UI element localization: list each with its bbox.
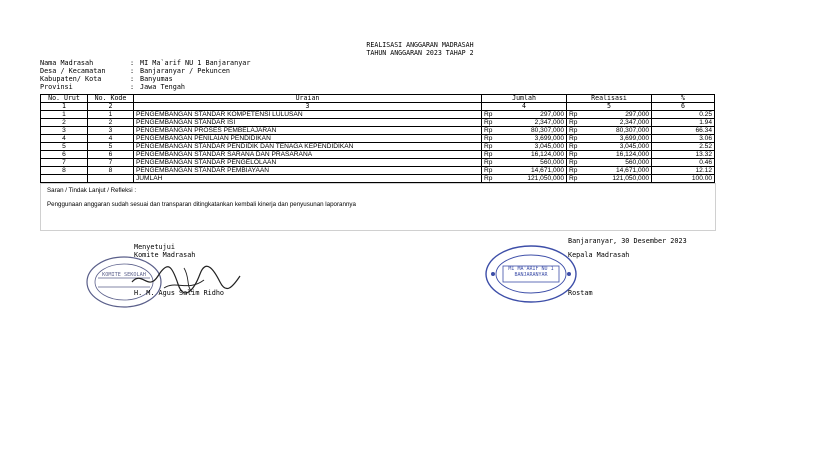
cell-persen: 0.25 — [652, 111, 715, 119]
cell-persen: 0.46 — [652, 159, 715, 167]
total-realisasi: 121,050,000 — [581, 175, 652, 183]
table-row — [41, 167, 715, 175]
info-value: Banyumas — [140, 75, 173, 83]
cell-no: 2 — [41, 119, 88, 127]
report-subtitle: TAHUN ANGGARAN 2023 TAHAP 2 — [366, 49, 474, 57]
col-number: 6 — [652, 103, 715, 111]
column-number-row — [41, 103, 715, 111]
cell-currency: Rp — [567, 111, 581, 119]
info-row-kabupaten: Kabupaten/ Kota : Banyumas — [40, 75, 173, 83]
total-jumlah: 121,050,000 — [496, 175, 567, 183]
table-row — [41, 127, 715, 135]
total-label: JUMLAH — [134, 175, 482, 183]
info-label: Kabupaten/ Kota — [40, 75, 102, 83]
info-row-desa: Desa / Kecamatan : Banjaranyar / Pekuncen — [40, 67, 231, 75]
table-row — [41, 135, 715, 143]
cell-uraian: PENGEMBANGAN STANDAR PENDIDIK DAN TENAGA KEPENDIDIKAN — [134, 143, 482, 151]
info-label: Desa / Kecamatan — [40, 67, 106, 75]
col-number: 3 — [134, 103, 482, 111]
table-row — [41, 119, 715, 127]
cell-realisasi: 80,307,000 — [581, 127, 652, 135]
stamp-line: BANJARANYAR — [514, 272, 548, 278]
header-uraian: Uraian — [134, 95, 482, 103]
cell-no: 6 — [41, 151, 88, 159]
cell-jumlah: 297,000 — [496, 111, 567, 119]
cell-no: 7 — [41, 159, 88, 167]
cell-jumlah: 14,671,000 — [496, 167, 567, 175]
cell-currency: Rp — [567, 143, 581, 151]
cell-kode: 4 — [88, 135, 134, 143]
cell-kode: 1 — [88, 111, 134, 119]
committee-stamp-text: KOMITE SEKOLAH — [102, 272, 146, 278]
table-row — [41, 143, 715, 151]
cell-jumlah: 80,307,000 — [496, 127, 567, 135]
cell-kode: 3 — [88, 127, 134, 135]
cell-persen: 3.06 — [652, 135, 715, 143]
table-row — [41, 159, 715, 167]
info-label: Provinsi — [40, 83, 73, 91]
report-title: REALISASI ANGGARAN MADRASAH — [366, 41, 474, 49]
cell-no: 8 — [41, 167, 88, 175]
table-header-row — [41, 95, 715, 103]
cell-kode: 8 — [88, 167, 134, 175]
cell-currency: Rp — [482, 143, 496, 151]
cell-currency: Rp — [567, 175, 581, 183]
cell-uraian: PENGEMBANGAN PROSES PEMBELAJARAN — [134, 127, 482, 135]
school-info — [40, 59, 251, 91]
cell-no: 3 — [41, 127, 88, 135]
cell-currency: Rp — [482, 119, 496, 127]
cell-currency: Rp — [567, 151, 581, 159]
cell-uraian: PENGEMBANGAN PENILAIAN PENDIDIKAN — [134, 135, 482, 143]
cell-realisasi: 14,671,000 — [581, 167, 652, 175]
cell-currency: Rp — [482, 175, 496, 183]
cell-currency: Rp — [482, 127, 496, 135]
budget-table — [40, 94, 715, 183]
cell-realisasi: 3,045,000 — [581, 143, 652, 151]
cell-no: 4 — [41, 135, 88, 143]
col-number: 1 — [41, 103, 88, 111]
committee-approval-label: Menyetujui — [134, 243, 175, 251]
cell-currency: Rp — [567, 167, 581, 175]
header-jumlah: Jumlah — [482, 95, 567, 103]
cell-uraian: PENGEMBANGAN STANDAR PEMBIAYAAN — [134, 167, 482, 175]
cell-currency: Rp — [482, 151, 496, 159]
cell-jumlah: 2,347,000 — [496, 119, 567, 127]
info-value: Jawa Tengah — [140, 83, 186, 91]
notes-heading: Saran / Tindak Lanjut / Refleksi : — [47, 187, 137, 194]
header-realisasi: Realisasi — [567, 95, 652, 103]
cell-currency: Rp — [567, 119, 581, 127]
cell-currency: Rp — [567, 135, 581, 143]
cell-currency: Rp — [482, 111, 496, 119]
cell-uraian: PENGEMBANGAN STANDAR PENGELOLAAN — [134, 159, 482, 167]
col-number: 2 — [88, 103, 134, 111]
info-value: Banjaranyar / Pekuncen — [140, 67, 231, 75]
cell-jumlah: 16,124,000 — [496, 151, 567, 159]
madrasah-stamp-text — [483, 266, 579, 278]
cell-no: 1 — [41, 111, 88, 119]
notes-box — [40, 183, 716, 231]
cell-persen: 66.34 — [652, 127, 715, 135]
header-no-urut: No. Urut — [41, 95, 88, 103]
cell-kode: 6 — [88, 151, 134, 159]
cell-jumlah: 3,045,000 — [496, 143, 567, 151]
cell-realisasi: 2,347,000 — [581, 119, 652, 127]
stamp-line: MI MA'ARIF NU 1 — [508, 266, 554, 272]
cell-currency: Rp — [482, 159, 496, 167]
principal-name: Rostam — [568, 289, 593, 297]
cell-currency: Rp — [482, 167, 496, 175]
cell-persen: 1.94 — [652, 119, 715, 127]
cell-persen: 2.52 — [652, 143, 715, 151]
info-row-nama: Nama Madrasah : MI Ma`arif NU 1 Banjaranyar — [40, 59, 251, 67]
info-row-provinsi: Provinsi : Jawa Tengah — [40, 83, 186, 91]
cell-kode: 5 — [88, 143, 134, 151]
cell-currency: Rp — [567, 127, 581, 135]
cell-jumlah: 560,000 — [496, 159, 567, 167]
committee-signer-name: H. M. Agus Salim Ridho — [134, 289, 225, 297]
cell-persen: 13.32 — [652, 151, 715, 159]
info-value: MI Ma`arif NU 1 Banjaranyar — [140, 59, 251, 67]
cell-uraian: PENGEMBANGAN STANDAR SARANA DAN PRASARANA — [134, 151, 482, 159]
place-date: Banjaranyar, 30 Desember 2023 — [568, 237, 687, 245]
committee-title: Komite Madrasah — [134, 251, 196, 259]
principal-title: Kepala Madrasah — [568, 251, 630, 259]
cell-currency: Rp — [482, 135, 496, 143]
notes-text: Penggunaan anggaran sudah sesuai dan transparan ditingkatankan kembali kinerja dan penyusunan laporannya — [47, 201, 356, 208]
table-row — [41, 111, 715, 119]
cell-realisasi: 297,000 — [581, 111, 652, 119]
col-number: 4 — [482, 103, 567, 111]
cell-currency: Rp — [567, 159, 581, 167]
cell-realisasi: 560,000 — [581, 159, 652, 167]
cell-uraian: PENGEMBANGAN STANDAR ISI — [134, 119, 482, 127]
cell-jumlah: 3,699,000 — [496, 135, 567, 143]
col-number: 5 — [567, 103, 652, 111]
header-persen: % — [652, 95, 715, 103]
info-label: Nama Madrasah — [40, 59, 94, 67]
cell-no: 5 — [41, 143, 88, 151]
cell-persen: 12.12 — [652, 167, 715, 175]
header-no-kode: No. Kode — [88, 95, 134, 103]
total-persen: 100.00 — [652, 175, 715, 183]
cell-realisasi: 3,699,000 — [581, 135, 652, 143]
cell-kode: 7 — [88, 159, 134, 167]
cell-realisasi: 16,124,000 — [581, 151, 652, 159]
table-total-row — [41, 175, 715, 183]
cell-uraian: PENGEMBANGAN STANDAR KOMPETENSI LULUSAN — [134, 111, 482, 119]
cell-kode: 2 — [88, 119, 134, 127]
table-row — [41, 151, 715, 159]
